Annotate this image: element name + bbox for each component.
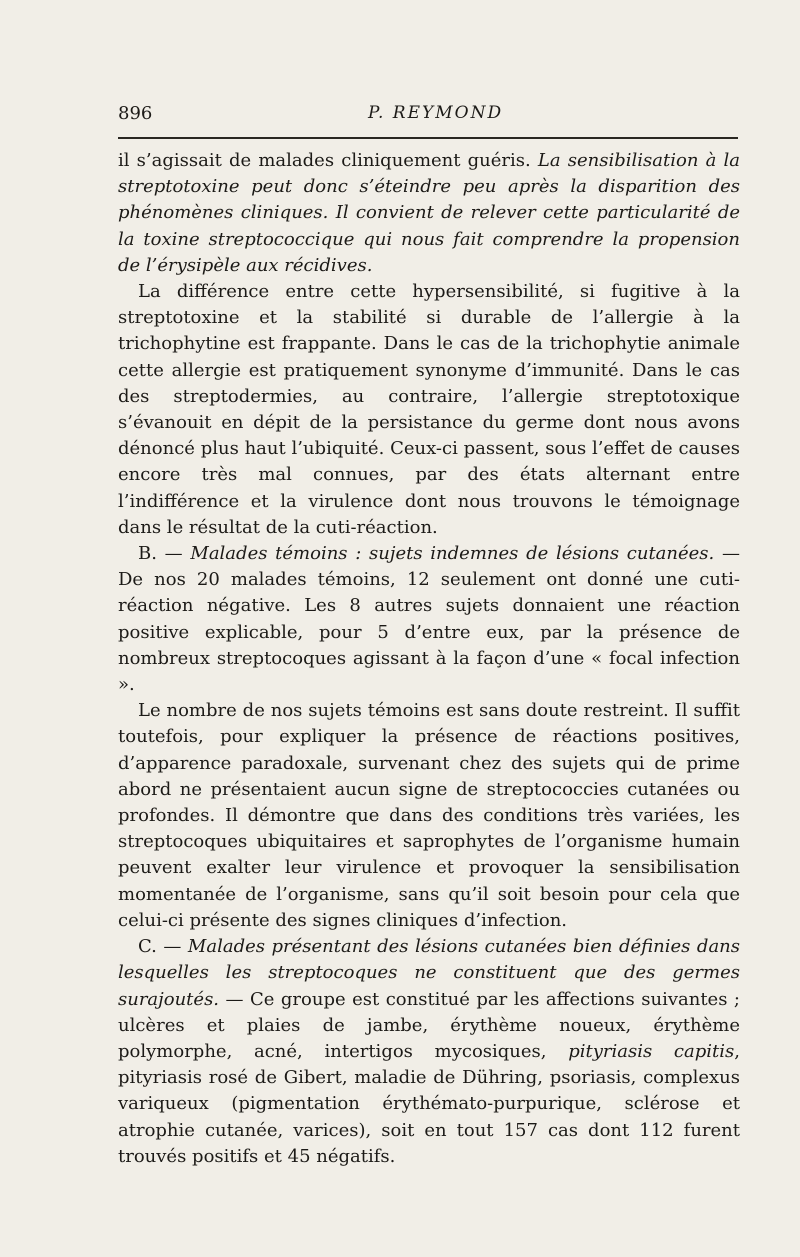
body-text — [118, 148, 740, 1170]
paragraph-1 — [118, 148, 740, 279]
page-header — [118, 103, 738, 131]
page-number: 896 — [118, 103, 153, 124]
running-head: P. REYMOND — [368, 103, 504, 123]
paragraph-2-text: La différence entre cette hypersensibilité, si fugitive à la streptotoxine et la stabilité si durable de l’allergie à la trichophytine est frappante. Dans le cas de la trichophytie animale cette allergie est pratiquement synonyme d’immunité. Dans le cas des streptodermies, au contraire, l’allergie streptotoxique s’évanouit en dépit de la persistance du germe dont nous avons dénoncé plus haut l’ubiquité. Ceux-ci passent, sous l’effet de causes encore très mal connues, par des états alternant entre l’indifférence et la virulence dont nous trouvons le témoignage dans le résultat de la cuti-réaction. — [118, 281, 740, 538]
paragraph-1-roman: il s’agissait de malades cliniquement guéris. — [118, 150, 538, 171]
paragraph-3-text: — De nos 20 malades témoins, 12 seulement ont donné une cuti-réaction négative. Les 8 autres sujets donnaient une réaction positive explicable, pour 5 d’entre eux, par la présence de nombreux streptocoques agissant à la façon d’une « focal infection ». — [118, 543, 740, 696]
paragraph-3 — [118, 541, 740, 698]
paragraph-4-text: Le nombre de nos sujets témoins est sans doute restreint. Il suffit toutefois, pour expliquer la présence de réactions positives, d’apparence paradoxale, survenant chez des sujets qui de prime abord ne présentaient aucun signe de streptococcies cutanées ou profondes. Il démontre que dans des conditions très variées, les streptocoques ubiquitaires et saprophytes de l’organisme humain peuvent exalter leur virulence et provoquer la sensibilisation momentanée de l’organisme, sans qu’il soit besoin pour cela que celui-ci présente des signes cliniques d’infection. — [118, 700, 740, 931]
paragraph-2 — [118, 279, 740, 541]
header-rule — [118, 137, 738, 139]
paragraph-5-text-a: — Ce groupe est constitué par les affections suivantes ; ulcères et plaies de jambe, érythème noueux, érythème polymorphe, acné, intertigos mycosiques, — [118, 988, 740, 1062]
section-b-title: Malades témoins : sujets indemnes de lésions cutanées. — [190, 543, 715, 565]
paragraph-5 — [118, 934, 740, 1170]
paragraph-5-text-b: , pityriasis rosé de Gibert, maladie de Dühring, psoriasis, complexus variqueux (pigmentation érythémato-purpurique, sclérose et atrophie cutanée, varices), soit en tout 157 cas dont 112 furent trouvés positifs et 45 négatifs. — [118, 1040, 740, 1167]
paragraph-1-italic: La sensibilisation à la streptotoxine peut donc s’éteindre peu après la disparition des phénomènes cliniques. Il convient de relever cette particularité de la toxine streptococcique qui nous fait comprendre la propension de l’érysipèle aux récidives. — [118, 150, 740, 276]
paragraph-5-italic-term: pityriasis capitis — [568, 1040, 735, 1062]
paragraph-4 — [118, 698, 740, 934]
section-b-marker: B. — — [138, 543, 191, 565]
section-c-marker: C. — — [138, 936, 188, 958]
section-c-title: Malades présentant des lésions cutanées bien définies dans lesquelles les streptocoques ne constituent que des germes surajoutés. — [118, 936, 741, 1010]
